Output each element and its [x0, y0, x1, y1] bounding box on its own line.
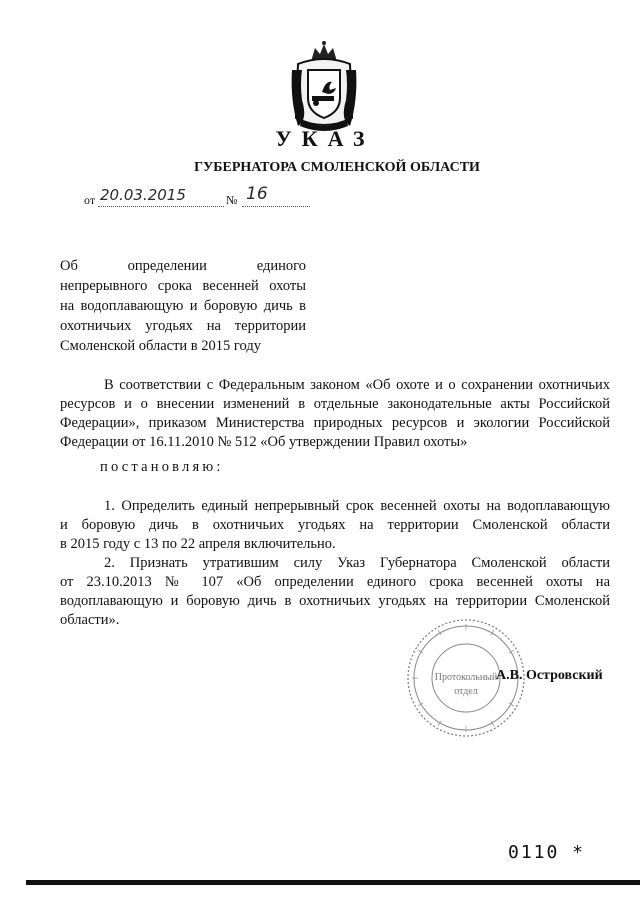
item-line: от 23.10.2013 № 107 «Об определении единого срока весенней охоты на [60, 574, 610, 590]
subject-line: на водоплавающую и боровую дичь в [60, 298, 306, 314]
preamble-line: Федерации от 16.11.2010 № 512 «Об утверждении Правил охоты» [60, 434, 468, 450]
date-underline [98, 206, 224, 207]
document-code: 0110 * [508, 842, 586, 863]
handwritten-date: 20.03.2015 [100, 186, 186, 204]
handwritten-number: 16 [246, 184, 268, 204]
item-line: 1. Определить единый непрерывный срок весенней охоты на водоплавающую [104, 498, 610, 514]
subject-line: непрерывного срока весенней охоты [60, 278, 306, 294]
coat-of-arms-icon [288, 40, 360, 136]
subject-line: Об определении единого [60, 258, 306, 274]
decree-keyword: постановляю: [100, 459, 224, 475]
subject-line: охотничьих угодьях на территории [60, 318, 306, 334]
item-line: и боровую дичь в охотничьих угодьях на территории Смоленской области [60, 517, 610, 533]
number-underline [242, 206, 310, 207]
date-number-row [84, 184, 324, 209]
signatory-name: А.В. Островский [496, 668, 603, 683]
number-label: № [226, 193, 238, 207]
preamble-line: В соответствии с Федеральным законом «Об охоте и о сохранении охотничьих [104, 377, 610, 393]
preamble-line: ресурсов и о внесении изменений в отдельные законодательные акты Российской [60, 396, 610, 412]
stamp-text-line2: отдел [454, 686, 478, 697]
preamble-line: Федерации», приказом Министерства природных ресурсов и экологии Российской [60, 415, 610, 431]
subject-line: Смоленской области в 2015 году [60, 338, 261, 354]
document-title: УКАЗ [275, 126, 375, 151]
item-line: в 2015 году с 13 по 22 апреля включительно. [60, 536, 336, 552]
item-line: водоплавающую и боровую дичь в охотничьих угодьях на территории Смоленской [60, 593, 610, 609]
stamp-text-line1: Протокольный [434, 672, 498, 683]
decree-items [60, 497, 610, 630]
item-line: области». [60, 612, 120, 628]
document-subtitle: ГУБЕРНАТОРА СМОЛЕНСКОЙ ОБЛАСТИ [194, 160, 480, 175]
scan-edge-bar [26, 880, 640, 885]
item-line: 2. Признать утратившим силу Указ Губернатора Смоленской области [104, 555, 610, 571]
preamble-paragraph [60, 376, 610, 452]
decree-subject [60, 256, 306, 356]
date-label: от [84, 193, 96, 207]
